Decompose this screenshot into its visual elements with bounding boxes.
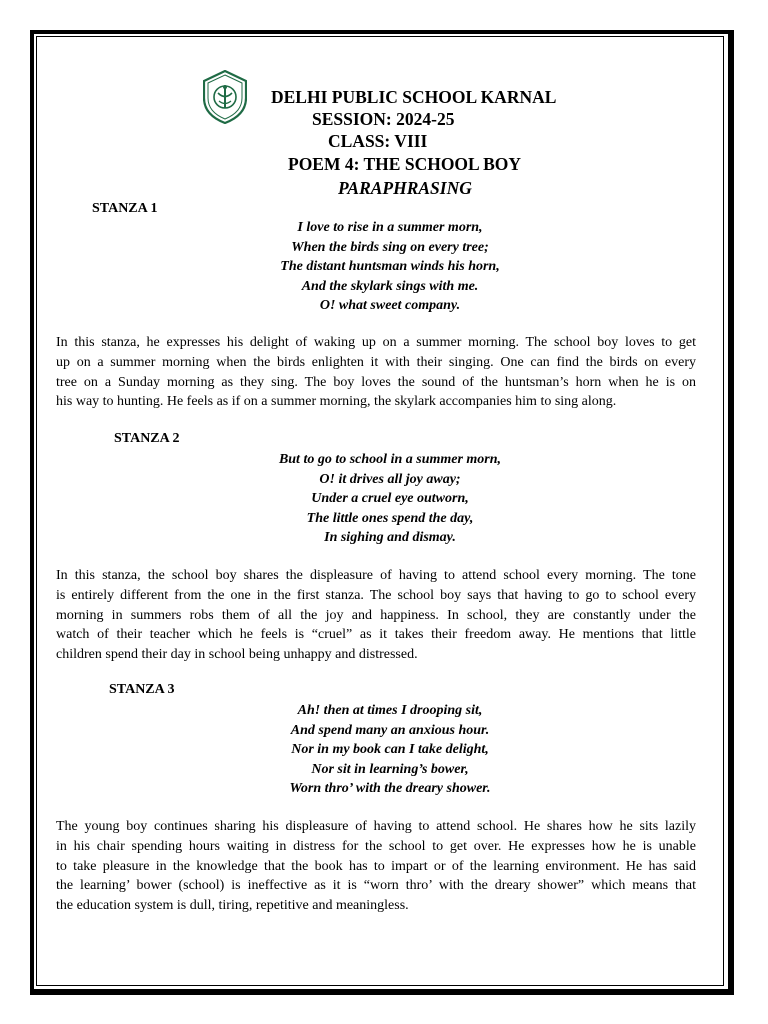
paraphrase-line: tree on a Sunday morning as they sing. The boy loves the sound of the huntsman’s horn when he is on xyxy=(56,374,696,390)
stanza-3-label: STANZA 3 xyxy=(109,682,175,697)
paraphrase-line: watch of their teacher which he feels is “cruel” as it takes their freedom away. He mentions that little xyxy=(56,627,696,643)
verse-line: And the skylark sings with me. xyxy=(301,278,479,294)
stanza-3-paraphrase xyxy=(56,817,696,916)
paraphrase-line: In this stanza, he expresses his delight of waking up on a summer morning. The school boy loves to get xyxy=(56,335,696,350)
stanza-2-verse xyxy=(60,450,720,548)
poem-title: POEM 4: THE SCHOOL BOY xyxy=(288,154,522,174)
paraphrase-line: to take pleasure in the knowledge that the book has to impart or of the learning environment. He has said xyxy=(56,858,696,874)
verse-line: Nor in my book can I take delight, xyxy=(291,742,489,758)
paraphrase-line: children spend their day in school being unhappy and distressed. xyxy=(56,647,418,663)
page-subtitle: PARAPHRASING xyxy=(338,178,472,198)
paraphrase-line: is entirely different from the one in the first stanza. The school boy says that having to go to school every xyxy=(56,587,696,603)
paraphrase-line: the education system is dull, tiring, repetitive and meaningless. xyxy=(56,898,409,914)
paraphrase-line: up on a summer morning when the birds enlighten it with their singing. One can find the birds on every xyxy=(56,354,696,370)
verse-line: Ah! then at times I drooping sit, xyxy=(297,703,483,718)
paraphrase-line: his way to hunting. He feels as if on a summer morning, the skylark accompanies him to sing along. xyxy=(56,394,617,410)
paraphrase-line: the learning’ bower (school) is ineffective as it is “worn thro’ with the dreary shower” which means that xyxy=(56,878,696,894)
stanza-1-label: STANZA 1 xyxy=(92,201,158,216)
verse-line: When the birds sing on every tree; xyxy=(291,239,489,255)
verse-line: The little ones spend the day, xyxy=(306,510,474,526)
stanza-3-verse xyxy=(60,701,720,799)
stanza-2-label: STANZA 2 xyxy=(114,431,180,446)
verse-line: Worn thro’ with the dreary shower. xyxy=(289,781,491,797)
stanza-1-verse xyxy=(60,218,720,316)
paraphrase-line: morning in summers robs them of all the joy and happiness. In school, they are constantly under the xyxy=(56,607,696,623)
verse-line: And spend many an anxious hour. xyxy=(290,722,490,738)
stanza-1-paraphrase xyxy=(56,333,696,412)
session-line: SESSION: 2024-25 xyxy=(312,109,455,129)
school-name: DELHI PUBLIC SCHOOL KARNAL xyxy=(271,87,557,107)
paraphrase-line: The young boy continues sharing his displeasure of having to attend school. He shares how he sits lazily xyxy=(56,819,696,834)
verse-line: Under a cruel eye outworn, xyxy=(311,491,469,507)
verse-line: The distant huntsman winds his horn, xyxy=(280,259,500,275)
verse-line: O! what sweet company. xyxy=(319,298,461,314)
paraphrase-line: In this stanza, the school boy shares the displeasure of having to attend school every morning. The tone xyxy=(56,568,696,583)
school-crest-icon xyxy=(203,70,247,124)
verse-line: But to go to school in a summer morn, xyxy=(278,452,502,467)
verse-line: I love to rise in a summer morn, xyxy=(297,220,483,235)
class-line: CLASS: VIII xyxy=(328,131,428,151)
verse-line: Nor sit in learning’s bower, xyxy=(311,761,469,777)
verse-line: O! it drives all joy away; xyxy=(319,471,461,487)
verse-line: In sighing and dismay. xyxy=(324,530,456,546)
stanza-2-paraphrase xyxy=(56,566,696,665)
paraphrase-line: in his chair spending hours waiting in distress for the school to get over. He expresses how he is unable xyxy=(56,838,696,854)
